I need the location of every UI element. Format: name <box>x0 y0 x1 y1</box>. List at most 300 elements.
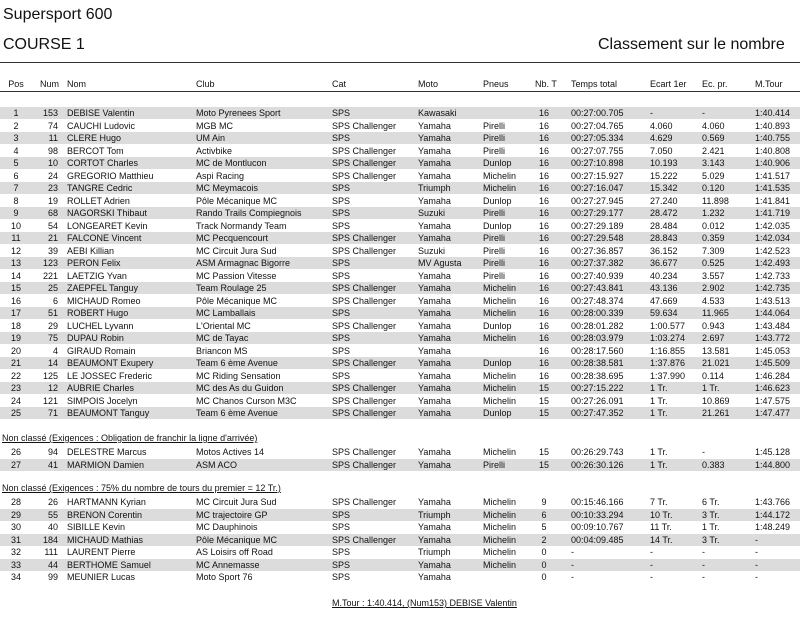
cell-temps: 00:04:09.485 <box>571 534 624 545</box>
cell-ecpr: 3.143 <box>702 158 725 168</box>
cell-num: 23 <box>47 183 58 193</box>
cell-pneus: Michelin <box>483 547 517 557</box>
cell-pos: 6 <box>13 170 19 181</box>
cell-nom: ROLLET Adrien <box>67 195 130 206</box>
best-lap-footer: M.Tour : 1:40.414, (Num153) DEBISE Valentin <box>332 598 517 608</box>
race-title: COURSE 1 <box>3 36 85 53</box>
ranking-title: Classement sur le nombre <box>598 36 785 53</box>
table-row <box>0 195 800 207</box>
cell-nom: HARTMANN Kyrian <box>67 497 146 507</box>
cell-nbt: 16 <box>538 283 549 293</box>
cell-mtour: 1:44.064 <box>755 308 791 318</box>
table-row <box>0 295 800 307</box>
cell-temps: 00:27:37.382 <box>571 258 624 268</box>
cell-temps: 00:27:15.222 <box>571 383 624 393</box>
cell-ecpr: 1 Tr. <box>702 522 720 532</box>
table-row <box>0 307 800 319</box>
col-pos: Pos <box>8 79 24 89</box>
cell-club: MC Circuit Jura Sud <box>196 497 277 507</box>
cell-nom: CORTOT Charles <box>67 158 139 168</box>
col-mtour: M.Tour <box>755 79 783 89</box>
cell-club: Activbike <box>196 145 233 156</box>
cell-ecpr: 0.383 <box>702 459 725 470</box>
col-ecart: Ecart 1er <box>650 79 687 89</box>
cell-ecpr: 3 Tr. <box>702 534 720 545</box>
cell-nbt: 15 <box>538 408 549 418</box>
cell-cat: SPS <box>332 195 351 206</box>
cell-mtour: 1:40.808 <box>755 145 791 156</box>
cell-temps: 00:28:38.695 <box>571 370 624 381</box>
cell-club: MC Lamballais <box>196 308 256 318</box>
cell-num: 41 <box>47 459 58 470</box>
cell-pneus: Michelin <box>483 170 517 181</box>
cell-nom: AUBRIE Charles <box>67 383 135 393</box>
cell-pneus: Michelin <box>483 333 517 343</box>
cell-nom: CAUCHI Ludovic <box>67 120 136 131</box>
cell-moto: Triumph <box>418 183 451 193</box>
cell-ecpr: 3 Tr. <box>702 509 720 520</box>
cell-pos: 29 <box>10 509 21 520</box>
table-row <box>0 257 800 269</box>
cell-nbt: 5 <box>541 522 547 532</box>
cell-ecpr: - <box>702 547 705 557</box>
cell-club: MC Meymacois <box>196 183 259 193</box>
cell-pos: 27 <box>10 459 21 470</box>
cell-ecpr: 2.421 <box>702 145 725 156</box>
cell-cat: SPS <box>332 208 351 218</box>
cell-mtour: 1:44.800 <box>755 459 791 470</box>
cell-cat: SPS Challenger <box>332 534 397 545</box>
cell-moto: Yamaha <box>418 408 451 418</box>
cell-nbt: 16 <box>538 270 549 281</box>
cell-mtour: 1:44.172 <box>755 509 791 520</box>
cell-num: 121 <box>42 395 58 406</box>
cell-temps: 00:09:10.767 <box>571 522 624 532</box>
cell-cat: SPS Challenger <box>332 145 397 156</box>
table-header-rule <box>0 91 800 92</box>
cell-nom: LUCHEL Lyvann <box>67 320 134 331</box>
cell-ecart: 15.342 <box>650 183 678 193</box>
cell-mtour: 1:42.735 <box>755 283 791 293</box>
cell-cat: SPS <box>332 370 351 381</box>
cell-temps: 00:26:29.743 <box>571 447 624 457</box>
cell-nom: LONGEARET Kevin <box>67 220 148 231</box>
section-title-finish-line: Non classé (Exigences : Obligation de franchir la ligne d'arrivée) <box>2 433 258 443</box>
cell-nom: MARMION Damien <box>67 459 145 470</box>
cell-moto: Yamaha <box>418 233 451 243</box>
cell-nom: ZAEPFEL Tanguy <box>67 283 139 293</box>
cell-moto: Yamaha <box>418 534 451 545</box>
cell-cat: SPS <box>332 345 351 356</box>
cell-cat: SPS <box>332 270 351 281</box>
cell-temps: 00:27:27.945 <box>571 195 624 206</box>
cell-club: MC trajectoire GP <box>196 509 268 520</box>
cell-nom: ROBERT Hugo <box>67 308 129 318</box>
cell-moto: Yamaha <box>418 358 451 368</box>
cell-ecart: 47.669 <box>650 295 678 306</box>
cell-num: 14 <box>47 358 58 368</box>
cell-moto: Yamaha <box>418 145 451 156</box>
cell-pneus: Dunlop <box>483 320 512 331</box>
cell-num: 29 <box>47 320 58 331</box>
category-title: Supersport 600 <box>3 6 113 23</box>
cell-cat: SPS Challenger <box>332 245 397 256</box>
cell-moto: Yamaha <box>418 345 451 356</box>
cell-mtour: 1:40.755 <box>755 133 791 143</box>
cell-nom: SIBILLE Kevin <box>67 522 126 532</box>
cell-pneus: Pirelli <box>483 120 506 131</box>
cell-mtour: 1:41.535 <box>755 183 791 193</box>
cell-club: MC Passion Vitesse <box>196 270 277 281</box>
cell-nbt: 16 <box>538 133 549 143</box>
table-row <box>0 357 800 369</box>
cell-temps: 00:27:04.765 <box>571 120 624 131</box>
cell-ecart: 10.193 <box>650 158 678 168</box>
cell-mtour: 1:40.414 <box>755 108 791 118</box>
cell-pneus: Dunlop <box>483 408 512 418</box>
cell-num: 125 <box>42 370 58 381</box>
cell-moto: Yamaha <box>418 333 451 343</box>
cell-ecart: - <box>650 559 653 570</box>
cell-temps: 00:27:43.841 <box>571 283 624 293</box>
cell-num: 26 <box>47 497 58 507</box>
cell-pneus: Dunlop <box>483 220 512 231</box>
cell-nbt: 16 <box>538 145 549 156</box>
cell-ecpr: 0.012 <box>702 220 725 231</box>
cell-temps: - <box>571 559 574 570</box>
cell-ecpr: 21.261 <box>702 408 730 418</box>
cell-pos: 22 <box>10 370 21 381</box>
cell-club: Moto Pyrenees Sport <box>196 108 281 118</box>
cell-cat: SPS <box>332 572 351 582</box>
cell-pos: 2 <box>13 120 19 131</box>
cell-ecpr: 0.525 <box>702 258 725 268</box>
cell-nbt: 15 <box>538 383 549 393</box>
table-row <box>0 534 800 546</box>
cell-moto: Yamaha <box>418 195 451 206</box>
table-row <box>0 107 800 119</box>
cell-pos: 3 <box>13 133 19 143</box>
col-ecpr: Ec. pr. <box>702 79 728 89</box>
cell-pos: 11 <box>11 233 21 243</box>
cell-ecpr: 11.965 <box>702 308 729 318</box>
cell-num: 184 <box>42 534 58 545</box>
cell-pos: 4 <box>13 145 19 156</box>
cell-nom: GIRAUD Romain <box>67 345 136 356</box>
table-row <box>0 145 800 157</box>
table-header <box>0 78 800 90</box>
cell-ecart: - <box>650 547 653 557</box>
cell-club: Pôle Mécanique MC <box>196 295 278 306</box>
cell-cat: SPS Challenger <box>332 158 397 168</box>
cell-club: Track Normandy Team <box>196 220 287 231</box>
cell-cat: SPS Challenger <box>332 170 397 181</box>
cell-nom: BEAUMONT Exupery <box>67 358 154 368</box>
cell-temps: 00:27:05.334 <box>571 133 624 143</box>
cell-temps: 00:27:40.939 <box>571 270 624 281</box>
cell-pos: 12 <box>10 245 21 256</box>
cell-pos: 13 <box>10 258 21 268</box>
cell-pneus: Michelin <box>483 509 517 520</box>
table-row <box>0 559 800 571</box>
cell-moto: Yamaha <box>418 370 451 381</box>
cell-moto: Yamaha <box>418 572 451 582</box>
cell-num: 19 <box>47 195 58 206</box>
cell-pneus: Pirelli <box>483 233 506 243</box>
cell-num: 44 <box>47 559 58 570</box>
cell-ecpr: - <box>702 447 705 457</box>
cell-num: 98 <box>47 145 58 156</box>
cell-club: MC Chanos Curson M3C <box>196 395 297 406</box>
cell-nom: NAGORSKI Thibaut <box>67 208 147 218</box>
table-row <box>0 459 800 471</box>
cell-ecpr: 0.943 <box>702 320 725 331</box>
cell-nbt: 2 <box>541 534 547 545</box>
cell-ecart: 1:00.577 <box>650 320 686 331</box>
table-row <box>0 345 800 357</box>
cell-cat: SPS Challenger <box>332 358 397 368</box>
cell-moto: Yamaha <box>418 497 451 507</box>
table-row <box>0 446 800 458</box>
table-row <box>0 320 800 332</box>
col-pneus: Pneus <box>483 79 509 89</box>
cell-moto: Yamaha <box>418 559 451 570</box>
cell-nbt: 15 <box>538 447 549 457</box>
cell-club: Team 6 ème Avenue <box>196 408 278 418</box>
cell-pos: 28 <box>10 497 21 507</box>
cell-moto: Yamaha <box>418 120 451 131</box>
cell-num: 68 <box>47 208 58 218</box>
cell-mtour: 1:40.906 <box>755 158 791 168</box>
cell-nom: LAETZIG Yvan <box>67 270 127 281</box>
cell-club: MC Dauphinois <box>196 522 258 532</box>
col-num: Num <box>40 79 60 89</box>
cell-cat: SPS Challenger <box>332 497 397 507</box>
cell-pos: 25 <box>10 408 21 418</box>
cell-num: 12 <box>47 383 58 393</box>
cell-club: MC Pecquencourt <box>196 233 269 243</box>
cell-pneus: Michelin <box>483 283 517 293</box>
cell-num: 25 <box>47 283 58 293</box>
cell-moto: Yamaha <box>418 395 451 406</box>
cell-ecpr: 6 Tr. <box>702 497 720 507</box>
cell-club: MC Circuit Jura Sud <box>196 245 277 256</box>
cell-ecpr: 0.114 <box>702 370 724 381</box>
cell-mtour: 1:45.509 <box>755 358 791 368</box>
cell-ecart: 36.677 <box>650 258 678 268</box>
cell-mtour: - <box>755 572 758 582</box>
cell-nbt: 16 <box>538 245 549 256</box>
cell-nbt: 16 <box>538 195 549 206</box>
cell-club: Rando Trails Compiegnois <box>196 208 302 218</box>
cell-club: Team 6 ème Avenue <box>196 358 278 368</box>
cell-mtour: 1:41.841 <box>755 195 791 206</box>
cell-ecart: 1:03.274 <box>650 333 686 343</box>
cell-num: 10 <box>47 158 58 168</box>
cell-temps: 00:28:03.979 <box>571 333 624 343</box>
cell-ecpr: 4.533 <box>702 295 725 306</box>
cell-num: 4 <box>52 345 58 356</box>
cell-nom: DEBISE Valentin <box>67 108 135 118</box>
cell-num: 71 <box>47 408 58 418</box>
cell-num: 55 <box>47 509 58 520</box>
cell-nbt: 16 <box>538 220 549 231</box>
cell-nom: BRENON Corentin <box>67 509 143 520</box>
cell-ecart: - <box>650 108 653 118</box>
cell-pos: 30 <box>10 522 21 532</box>
cell-moto: Suzuki <box>418 208 446 218</box>
cell-pneus: Dunlop <box>483 195 512 206</box>
cell-ecpr: 5.029 <box>702 170 725 181</box>
cell-nbt: 16 <box>538 358 549 368</box>
cell-club: Team Roulage 25 <box>196 283 267 293</box>
cell-nom: MEUNIER Lucas <box>67 572 136 582</box>
col-nbt: Nb. T <box>535 79 557 89</box>
cell-moto: Suzuki <box>418 245 446 256</box>
cell-cat: SPS Challenger <box>332 447 397 457</box>
table-row <box>0 407 800 419</box>
cell-cat: SPS <box>332 522 351 532</box>
cell-ecart: 1:16.855 <box>650 345 686 356</box>
cell-cat: SPS Challenger <box>332 120 397 131</box>
cell-num: 40 <box>47 522 58 532</box>
header-rule <box>0 62 800 63</box>
cell-nbt: 16 <box>538 158 549 168</box>
cell-nbt: 9 <box>541 497 547 507</box>
cell-ecpr: 2.902 <box>702 283 725 293</box>
cell-nbt: 16 <box>538 333 549 343</box>
cell-cat: SPS Challenger <box>332 383 397 393</box>
cell-mtour: 1:43.513 <box>755 295 791 306</box>
cell-cat: SPS <box>332 133 351 143</box>
cell-moto: Yamaha <box>418 447 451 457</box>
cell-ecart: 28.843 <box>650 233 678 243</box>
cell-num: 51 <box>47 308 58 318</box>
cell-nbt: 16 <box>538 320 549 331</box>
cell-pneus: Pirelli <box>483 258 506 268</box>
cell-club: Motos Actives 14 <box>196 447 265 457</box>
cell-temps: 00:27:15.927 <box>571 170 624 181</box>
cell-mtour: 1:42.035 <box>755 220 791 231</box>
cell-pos: 31 <box>10 534 21 545</box>
cell-ecpr: 0.120 <box>702 183 725 193</box>
cell-club: MC Annemasse <box>196 559 260 570</box>
cell-nom: AEBI Killian <box>67 245 115 256</box>
cell-pos: 24 <box>10 395 21 406</box>
cell-ecart: 15.222 <box>650 170 678 181</box>
cell-num: 6 <box>52 295 58 306</box>
cell-ecpr: 1 Tr. <box>702 383 720 393</box>
cell-ecart: 4.060 <box>650 120 673 131</box>
cell-temps: - <box>571 547 574 557</box>
cell-nbt: 16 <box>538 308 549 318</box>
table-row <box>0 546 800 558</box>
cell-moto: Yamaha <box>418 308 451 318</box>
cell-pneus: Michelin <box>483 183 517 193</box>
cell-cat: SPS <box>332 183 351 193</box>
cell-pneus: Michelin <box>483 383 517 393</box>
cell-num: 111 <box>44 547 58 557</box>
cell-ecart: 28.484 <box>650 220 678 231</box>
cell-pos: 18 <box>10 320 21 331</box>
cell-moto: Yamaha <box>418 158 451 168</box>
cell-pneus: Pirelli <box>483 208 506 218</box>
cell-temps: - <box>571 572 574 582</box>
cell-ecart: 40.234 <box>650 270 678 281</box>
cell-club: MC des As du Guidon <box>196 383 284 393</box>
cell-ecart: 28.472 <box>650 208 678 218</box>
cell-cat: SPS <box>332 509 351 520</box>
cell-temps: 00:26:30.126 <box>571 459 624 470</box>
table-row <box>0 332 800 344</box>
cell-nbt: 16 <box>538 258 549 268</box>
cell-nom: BERCOT Tom <box>67 145 124 156</box>
cell-club: MGB MC <box>196 120 233 131</box>
cell-nom: PERON Felix <box>67 258 121 268</box>
cell-nbt: 16 <box>538 170 549 181</box>
cell-ecart: 1 Tr. <box>650 395 668 406</box>
cell-ecpr: - <box>702 108 705 118</box>
cell-ecpr: 1.232 <box>702 208 725 218</box>
cell-pos: 9 <box>13 208 19 218</box>
cell-pneus: Michelin <box>483 447 517 457</box>
cell-moto: Yamaha <box>418 459 451 470</box>
cell-ecpr: 13.581 <box>702 345 730 356</box>
cell-nbt: 16 <box>538 370 549 381</box>
cell-mtour: - <box>755 559 758 570</box>
table-row <box>0 232 800 244</box>
cell-temps: 00:27:36.857 <box>571 245 624 256</box>
cell-ecpr: 4.060 <box>702 120 725 131</box>
cell-ecpr: 21.021 <box>702 358 730 368</box>
cell-pneus: Pirelli <box>483 270 506 281</box>
cell-cat: SPS <box>332 220 351 231</box>
cell-club: Pôle Mécanique MC <box>196 534 278 545</box>
cell-pneus: Michelin <box>483 559 517 570</box>
cell-pneus: Dunlop <box>483 358 512 368</box>
cell-moto: Yamaha <box>418 522 451 532</box>
cell-nom: BEAUMONT Tanguy <box>67 408 150 418</box>
cell-mtour: 1:43.766 <box>755 497 791 507</box>
cell-nom: GREGORIO Matthieu <box>67 170 154 181</box>
cell-temps: 00:28:17.560 <box>571 345 624 356</box>
cell-mtour: 1:46.623 <box>755 383 791 393</box>
cell-num: 99 <box>47 572 58 582</box>
cell-nbt: 16 <box>538 120 549 131</box>
cell-mtour: 1:41.719 <box>755 208 791 218</box>
col-nom: Nom <box>67 79 87 89</box>
col-moto: Moto <box>418 79 439 89</box>
cell-ecart: 1 Tr. <box>650 459 668 470</box>
cell-nom: MICHAUD Romeo <box>67 295 141 306</box>
cell-temps: 00:27:48.374 <box>571 295 624 306</box>
cell-nom: FALCONE Vincent <box>67 233 142 243</box>
cell-cat: SPS Challenger <box>332 408 397 418</box>
table-row <box>0 207 800 219</box>
cell-ecart: - <box>650 572 653 582</box>
cell-mtour: 1:40.893 <box>755 120 791 131</box>
table-row <box>0 220 800 232</box>
col-temps: Temps total <box>571 79 618 89</box>
cell-cat: SPS Challenger <box>332 233 397 243</box>
table-row <box>0 521 800 533</box>
table-row <box>0 571 800 583</box>
cell-mtour: 1:48.249 <box>755 522 791 532</box>
cell-nom: LAURENT Pierre <box>67 547 136 557</box>
cell-mtour: 1:47.575 <box>755 395 791 406</box>
cell-moto: Yamaha <box>418 320 451 331</box>
cell-pos: 14 <box>10 270 21 281</box>
